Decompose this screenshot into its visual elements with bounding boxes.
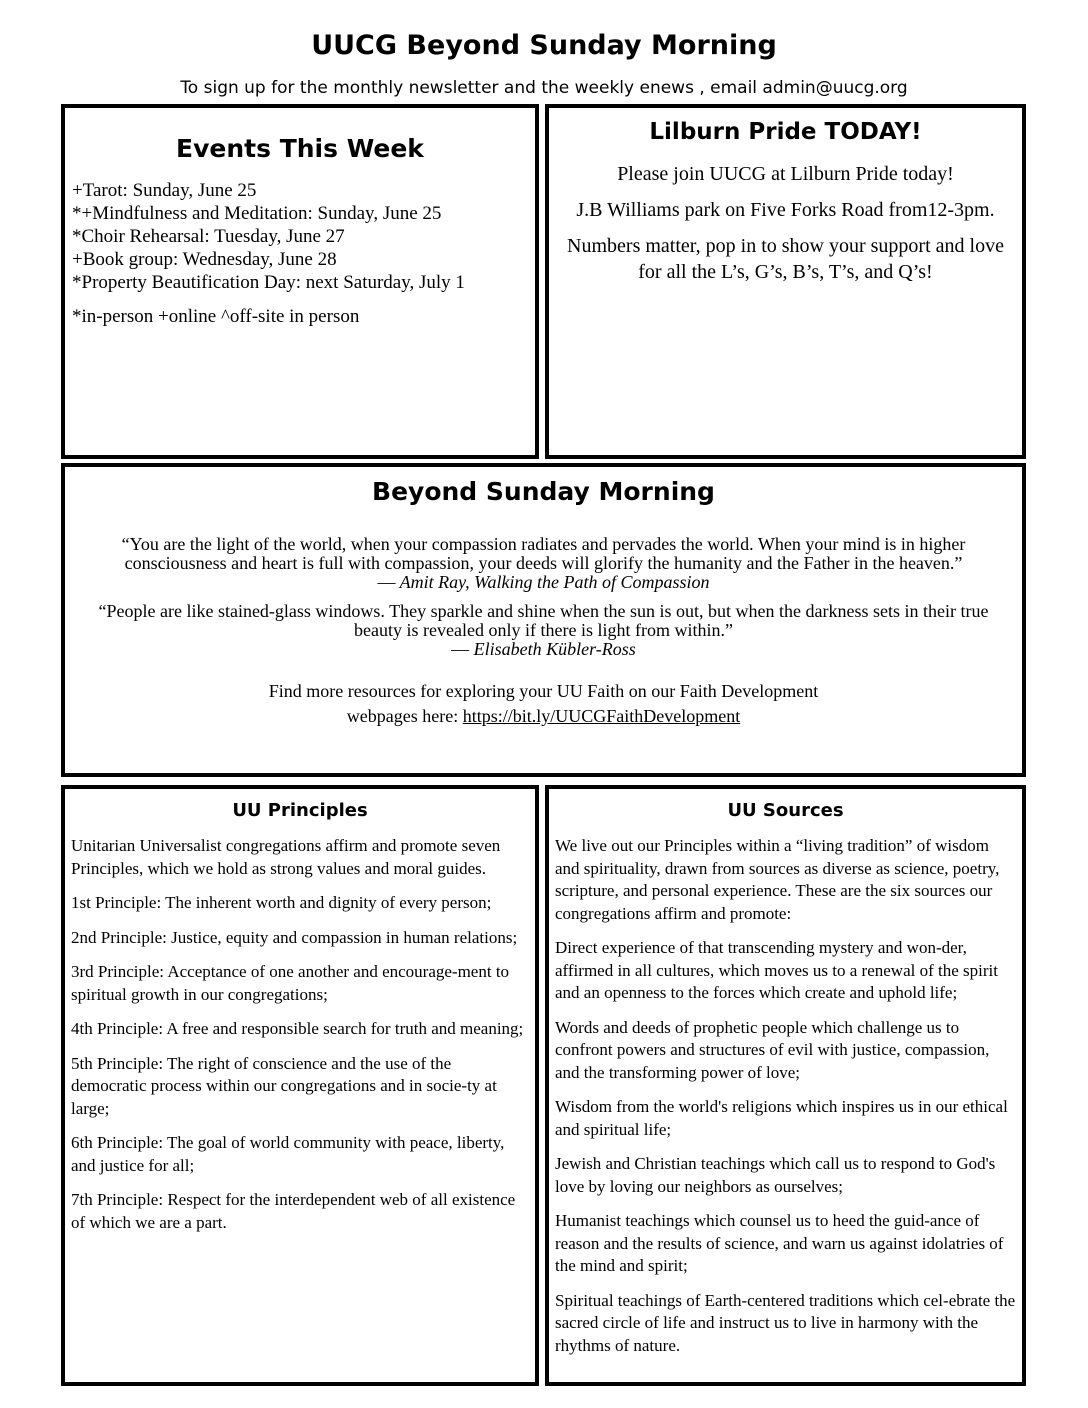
uu-sources-box <box>545 785 1026 1386</box>
faith-development-link[interactable]: https://bit.ly/UUCGFaithDevelopment <box>462 706 741 726</box>
quote-kubler-ross <box>75 602 1012 659</box>
source-item: Jewish and Christian teachings which call us to respond to God's love by loving our neighbors as ourselves; <box>555 1154 996 1196</box>
principle-item: 7th Principle: Respect for the interdependent web of all existence of which we are a part. <box>71 1190 516 1232</box>
principle-item: 3rd Principle: Acceptance of one another and encourage-ment to spiritual growth in our congregations; <box>71 962 510 1004</box>
quote-attribution: ― Elisabeth Kübler-Ross <box>451 639 636 659</box>
events-legend: *in-person +online ^off-site in person <box>72 306 360 327</box>
source-item: Spiritual teachings of Earth-centered traditions which cel-ebrate the sacred circle of life and instruct us to live in harmony with the rhythms of nature. <box>555 1290 1016 1355</box>
source-item: Humanist teachings which counsel us to heed the guid-ance of reason and the results of science, and warn us against idolatries of the mind and spirit; <box>555 1211 1004 1275</box>
principle-item: 4th Principle: A free and responsible search for truth and meaning; <box>71 1019 524 1038</box>
quote-text: “People are like stained-glass windows. They sparkle and shine when the sun is out, but when the darkness sets in their true beauty is revealed only if there is light from within.” <box>98 601 989 640</box>
beyond-sunday-morning-box <box>61 463 1026 777</box>
principle-item: 6th Principle: The goal of world community with peace, liberty, and justice for all; <box>71 1133 505 1175</box>
principles-title: UU Principles <box>232 800 368 821</box>
principles-intro: Unitarian Universalist congregations affirm and promote seven Principles, which we hold as strong values and moral guides. <box>71 836 501 878</box>
source-item: Words and deeds of prophetic people which challenge us to confront powers and structures of evil with justice, compassion, and the transforming power of love; <box>555 1017 990 1082</box>
principle-item: 5th Principle: The right of conscience and the use of the democratic process within our congregations and in socie-ty at large; <box>71 1053 497 1118</box>
newsletter-signup-note: To sign up for the monthly newsletter and the weekly enews , email admin@uucg.org <box>180 78 908 98</box>
quote-amit-ray <box>75 535 1012 592</box>
pride-paragraph: Numbers matter, pop in to show your support and love for all the L’s, G’s, B’s, T’s, and Q’s! <box>567 235 1004 283</box>
events-title: Events This Week <box>176 134 424 163</box>
resources-text: Find more resources for exploring your UU Faith on our Faith Development <box>268 681 819 701</box>
quote-text: “You are the light of the world, when your compassion radiates and pervades the world. When your mind is in higher consciousness and heart is full with compassion, your deeds will glorify the humanity and the Father in the heaven.” <box>121 534 966 573</box>
quote-attribution: ― Amit Ray, Walking the Path of Compassion <box>377 572 710 592</box>
uu-principles-box <box>61 785 539 1386</box>
resources-prefix: webpages here: <box>346 706 463 726</box>
events-list <box>72 179 535 294</box>
event-item: +Book group: Wednesday, June 28 <box>72 249 337 270</box>
source-item: Wisdom from the world's religions which inspires us in our ethical and spiritual life; <box>555 1097 1008 1139</box>
pride-paragraph: J.B Williams park on Five Forks Road from12-3pm. <box>576 199 995 221</box>
source-item: Direct experience of that transcending mystery and won-der, affirmed in all cultures, which moves us to a renewal of the spirit and an openness to the forces which create and uphold life; <box>555 938 998 1002</box>
bsm-title: Beyond Sunday Morning <box>372 477 715 506</box>
principle-item: 1st Principle: The inherent worth and dignity of every person; <box>71 893 492 912</box>
pride-paragraph: Please join UUCG at Lilburn Pride today! <box>617 163 954 185</box>
pride-title: Lilburn Pride TODAY! <box>649 119 922 145</box>
sources-intro: We live out our Principles within a “living tradition” of wisdom and spirituality, drawn from sources as diverse as science, poetry, scripture, and personal experience. These are the six sources our congregations affirm and promote: <box>555 836 1000 923</box>
events-this-week-box <box>61 104 539 459</box>
event-item: *+Mindfulness and Meditation: Sunday, June 25 <box>72 203 442 224</box>
principle-item: 2nd Principle: Justice, equity and compassion in human relations; <box>71 927 518 947</box>
event-item: *Property Beautification Day: next Saturday, July 1 <box>72 272 465 293</box>
sources-title: UU Sources <box>727 800 844 821</box>
event-item: *Choir Rehearsal: Tuesday, June 27 <box>72 226 345 247</box>
event-item: +Tarot: Sunday, June 25 <box>72 180 257 201</box>
faith-development-resources <box>75 679 1012 729</box>
page-title: UUCG Beyond Sunday Morning <box>311 30 777 61</box>
lilburn-pride-box <box>545 104 1026 459</box>
resources-link-line <box>75 704 1012 729</box>
